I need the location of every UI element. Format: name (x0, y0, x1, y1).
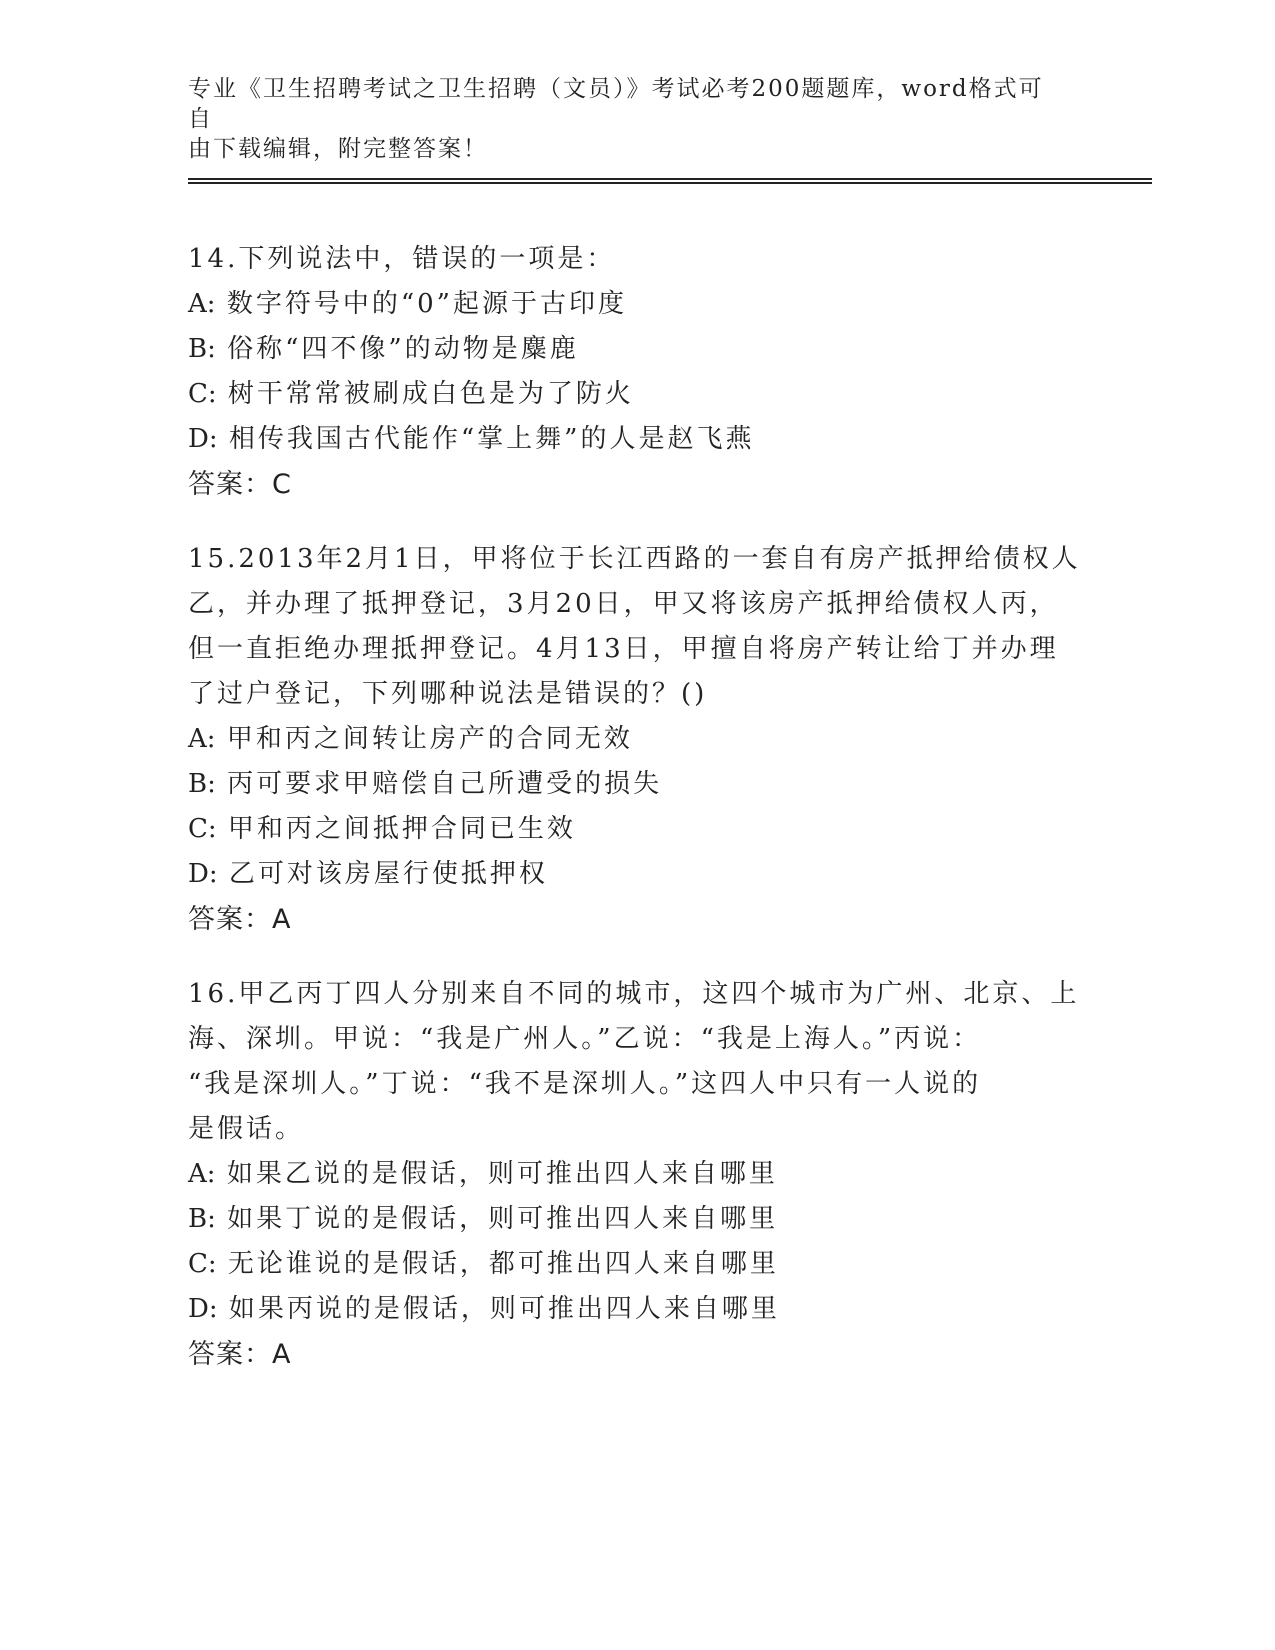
option-label: C: (188, 379, 217, 409)
header-line-2: 由下载编辑，附完整答案！ (188, 136, 488, 162)
option-text: 丙可要求甲赔偿自己所遭受的损失 (227, 769, 663, 799)
option-d (188, 1287, 1088, 1332)
question-stem: 14.下列说法中，错误的一项是： (188, 244, 616, 274)
question-list (188, 237, 1088, 1407)
option-label: C: (188, 1249, 217, 1279)
option-label: A: (188, 724, 216, 754)
option-text: 甲和丙之间转让房产的合同无效 (226, 724, 633, 754)
option-label: A: (188, 1159, 216, 1189)
question-14 (188, 237, 1088, 507)
document-header (188, 74, 1068, 164)
header-divider-top (188, 178, 1152, 180)
option-b (188, 762, 1088, 807)
option-label: C: (188, 814, 217, 844)
question-stem-line: 是假话。 (188, 1114, 305, 1144)
option-b (188, 1197, 1088, 1242)
option-label: A: (188, 289, 216, 319)
option-a (188, 282, 1088, 327)
option-text: 乙可对该房屋行使抵押权 (228, 859, 548, 889)
option-text: 如果丁说的是假话，则可推出四人来自哪里 (227, 1204, 779, 1234)
question-stem-line: 15.2013年2月1日，甲将位于长江西路的一套自有房产抵押给债权人 (188, 544, 1081, 574)
option-label: B: (188, 769, 216, 799)
option-label: B: (188, 334, 216, 364)
option-text: 数字符号中的“0”起源于古印度 (226, 289, 627, 319)
question-stem-line: 了过户登记，下列哪种说法是错误的？() (188, 679, 708, 709)
question-stem-line: 16.甲乙丙丁四人分别来自不同的城市，这四个城市为广州、北京、上 (188, 979, 1080, 1009)
answer: 答案：A (188, 1339, 292, 1370)
question-stem-line: 但一直拒绝办理抵押登记。4月13日，甲擅自将房产转让给丁并办理 (188, 634, 1059, 664)
option-label: D: (188, 859, 218, 889)
option-a (188, 717, 1088, 762)
answer: 答案：C (188, 469, 292, 500)
option-text: 甲和丙之间抵押合同已生效 (227, 814, 576, 844)
option-text: 无论谁说的是假话，都可推出四人来自哪里 (227, 1249, 779, 1279)
option-label: B: (188, 1204, 216, 1234)
option-label: D: (188, 424, 218, 454)
option-text: 如果丙说的是假话，则可推出四人来自哪里 (228, 1294, 780, 1324)
option-c (188, 1242, 1088, 1287)
header-divider-bottom (188, 182, 1152, 184)
question-15 (188, 537, 1088, 942)
option-text: 相传我国古代能作“掌上舞”的人是赵飞燕 (228, 424, 755, 454)
question-16 (188, 972, 1088, 1377)
option-d (188, 852, 1088, 897)
option-c (188, 807, 1088, 852)
option-label: D: (188, 1294, 218, 1324)
option-d (188, 417, 1088, 462)
question-stem-line: 乙，并办理了抵押登记，3月20日，甲又将该房产抵押给债权人丙， (188, 589, 1059, 619)
question-stem-line: “我是深圳人。”丁说：“我不是深圳人。”这四人中只有一人说的 (188, 1069, 982, 1099)
option-text: 如果乙说的是假话，则可推出四人来自哪里 (226, 1159, 778, 1189)
option-c (188, 372, 1088, 417)
option-b (188, 327, 1088, 372)
option-text: 俗称“四不像”的动物是麋鹿 (227, 334, 579, 364)
option-a (188, 1152, 1088, 1197)
header-line-1: 专业《卫生招聘考试之卫生招聘（文员）》考试必考200题题库，word格式可自 (188, 76, 1044, 132)
answer: 答案：A (188, 904, 292, 935)
option-text: 树干常常被刷成白色是为了防火 (227, 379, 634, 409)
question-stem-line: 海、深圳。甲说：“我是广州人。”乙说：“我是上海人。”丙说： (188, 1024, 982, 1054)
